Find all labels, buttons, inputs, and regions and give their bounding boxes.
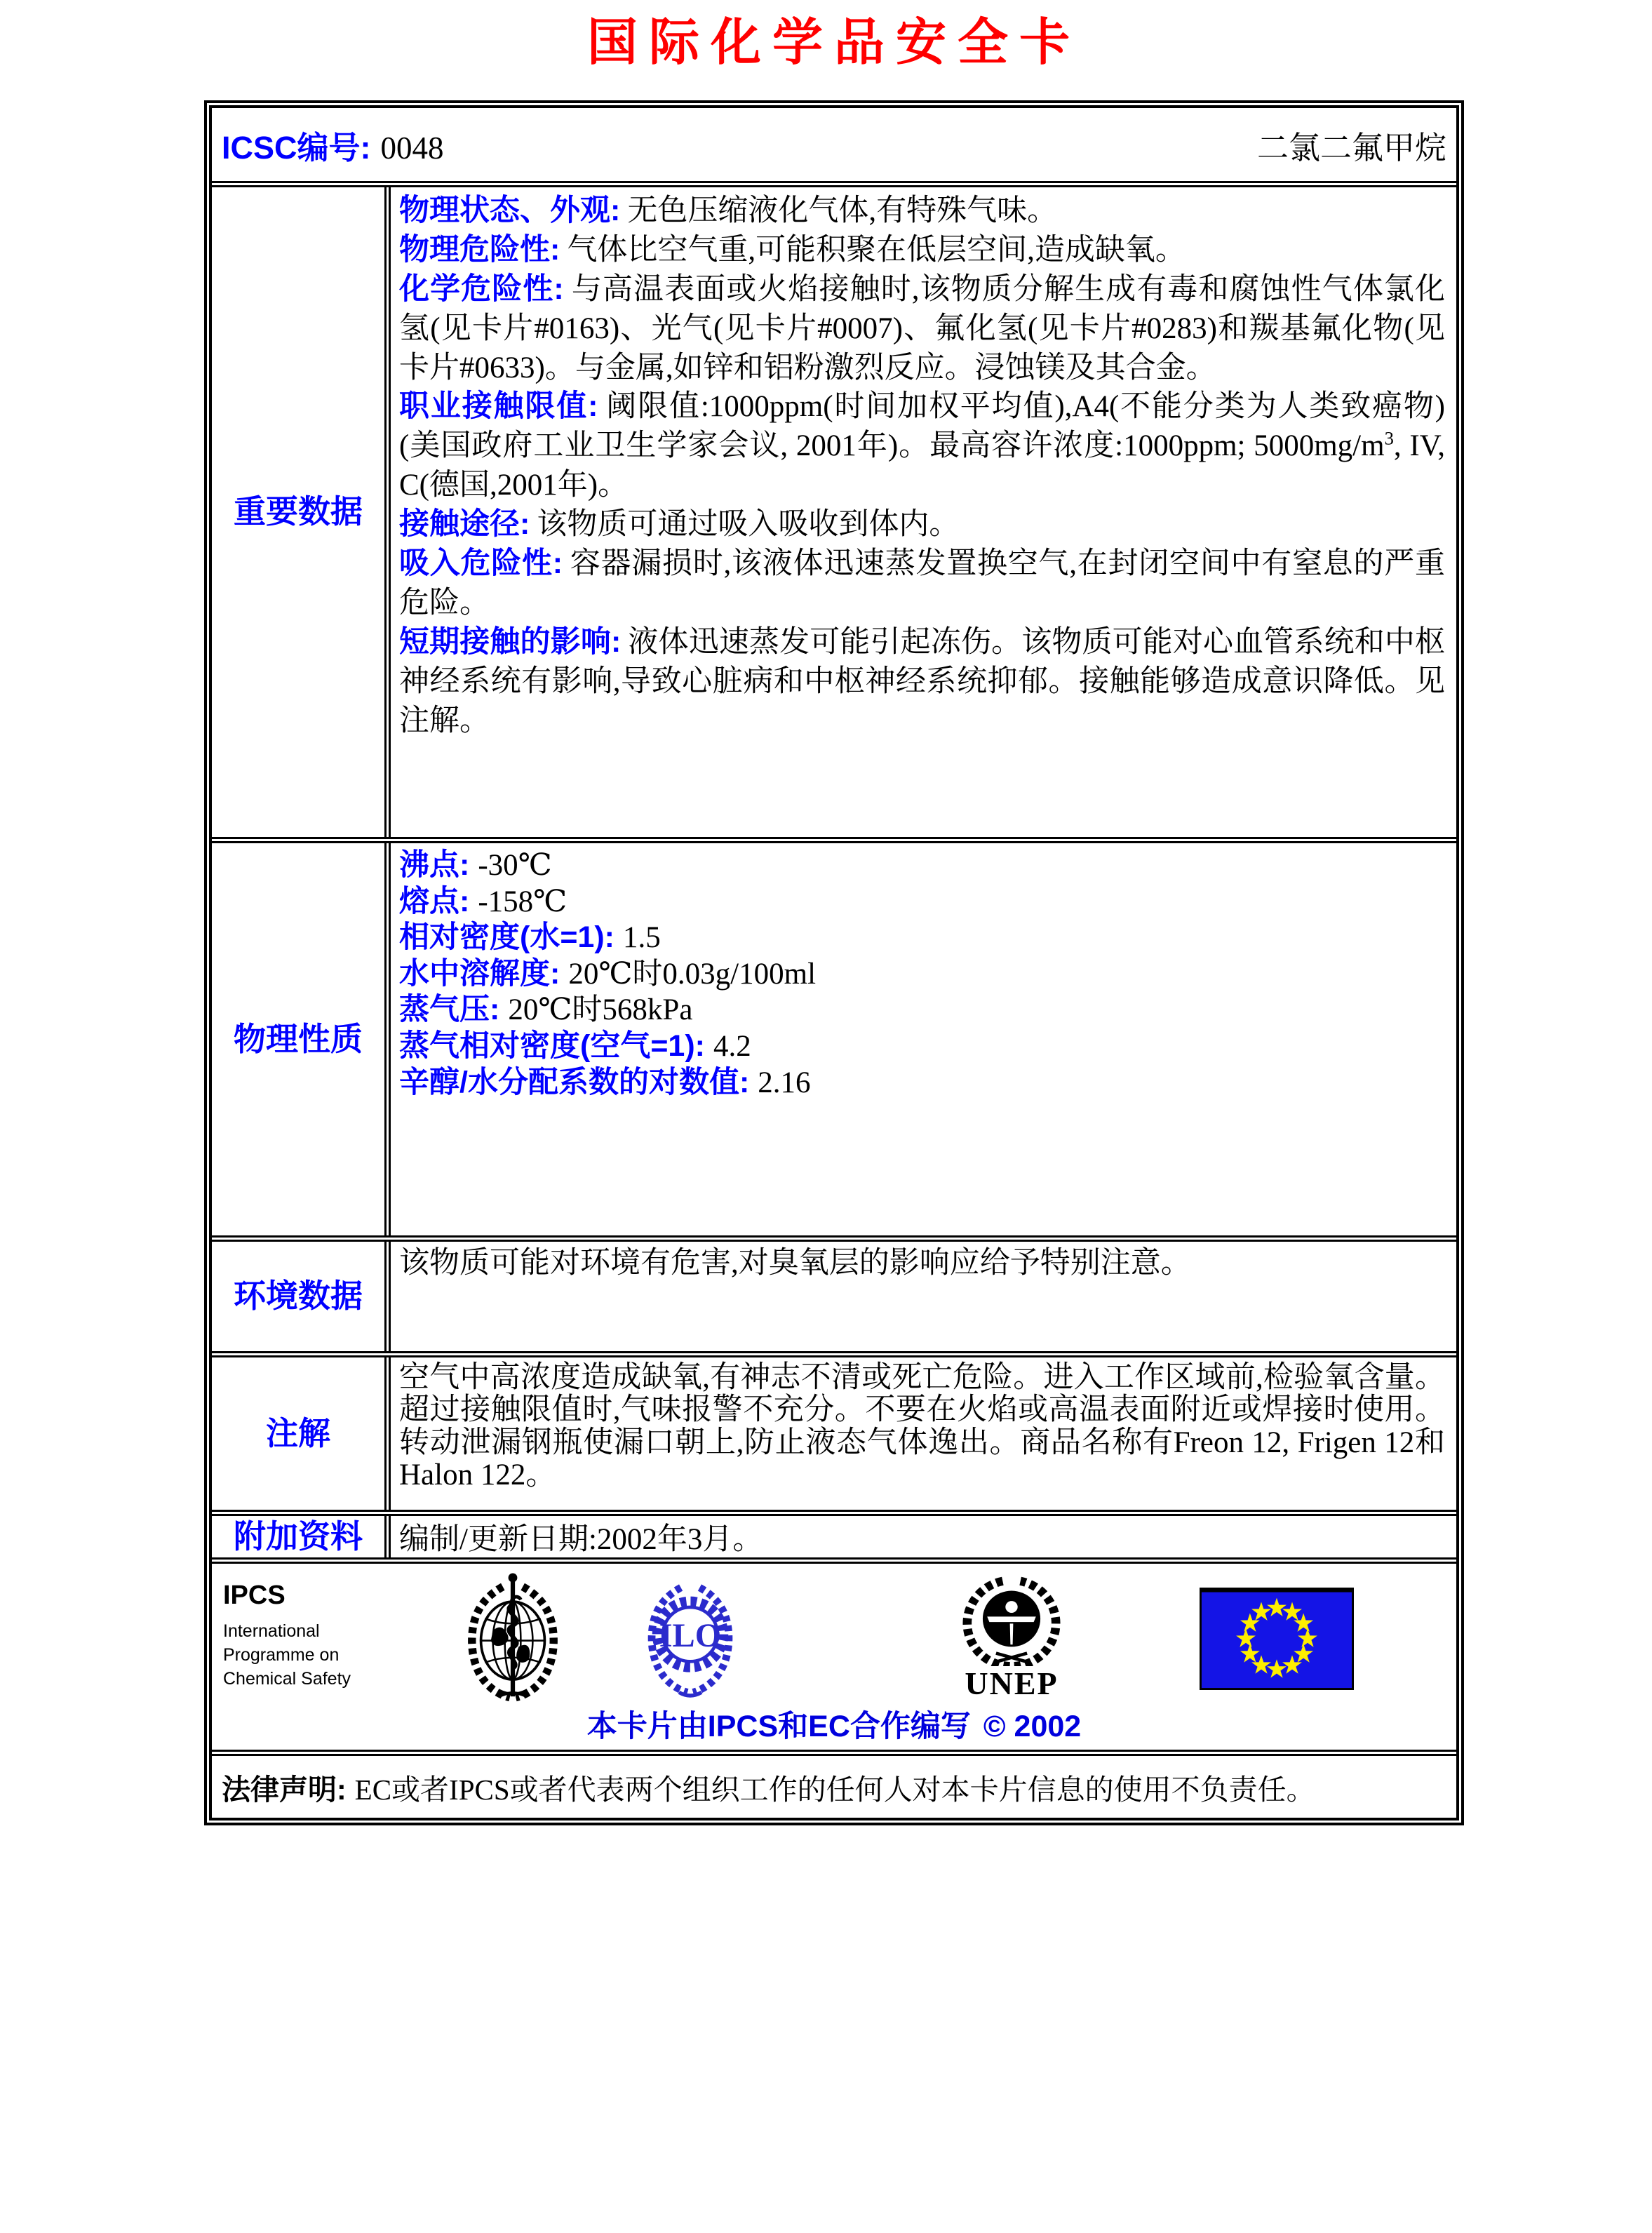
notes-content bbox=[391, 1357, 1456, 1510]
field-text: 无色压缩液化气体,有特殊气味。 bbox=[627, 194, 1058, 227]
field-text: 气体比空气重,可能积聚在低层空间,造成缺氧。 bbox=[567, 233, 1186, 267]
section-label-physical-properties: 物理性质 bbox=[212, 843, 391, 1235]
card-header-row bbox=[212, 108, 1456, 181]
property-row bbox=[399, 1065, 1445, 1101]
property-value: 20℃时0.03g/100ml bbox=[568, 957, 817, 991]
additional-info-content bbox=[391, 1516, 1456, 1557]
additional-info-text: 编制/更新日期:2002年3月。 bbox=[399, 1523, 763, 1556]
property-label: 辛醇/水分配系数的对数值: bbox=[399, 1065, 750, 1099]
section-notes bbox=[212, 1351, 1456, 1510]
field-label: 吸入危险性: bbox=[399, 546, 563, 581]
unep-logo-block bbox=[954, 1574, 1069, 1700]
property-label: 熔点: bbox=[399, 884, 470, 918]
ipcs-subtitle-line: Chemical Safety bbox=[223, 1668, 351, 1689]
cooperation-caption bbox=[212, 1703, 1456, 1745]
section-important-data bbox=[212, 181, 1456, 837]
field-text: 容器漏损时,该液体迅速蒸发置换空气,在封闭空间中有窒息的严重危险。 bbox=[399, 547, 1445, 619]
legal-notice-text: EC或者IPCS或者代表两个组织工作的任何人对本卡片信息的使用不负责任。 bbox=[354, 1773, 1315, 1806]
important-data-item bbox=[399, 270, 1445, 388]
field-label: 物理状态、外观: bbox=[399, 194, 621, 227]
property-value: 2.16 bbox=[758, 1066, 811, 1099]
section-environmental-data bbox=[212, 1235, 1456, 1351]
field-label: 职业接触限值: bbox=[399, 389, 598, 424]
ipcs-subtitle-line: Programme on bbox=[223, 1644, 340, 1665]
ilo-logo-text: ILO bbox=[659, 1617, 722, 1654]
section-physical-properties bbox=[212, 837, 1456, 1235]
property-value: 20℃时568kPa bbox=[508, 993, 693, 1027]
property-label: 蒸气相对密度(空气=1): bbox=[399, 1028, 705, 1063]
property-value: 4.2 bbox=[713, 1029, 751, 1063]
important-data-item bbox=[399, 623, 1445, 741]
property-value: -158℃ bbox=[478, 885, 568, 918]
page-title: 国际化学品安全卡 bbox=[586, 15, 1081, 71]
icsc-number-value: 0048 bbox=[380, 130, 444, 166]
property-row bbox=[399, 956, 1445, 993]
property-row bbox=[399, 847, 1445, 884]
property-row bbox=[399, 1028, 1445, 1065]
environmental-data-text: 该物质可能对环境有危害,对臭氧层的影响应给予特别注意。 bbox=[399, 1247, 1191, 1280]
ipcs-subtitle-line: International bbox=[223, 1621, 320, 1641]
superscript: 3 bbox=[1384, 428, 1394, 450]
environmental-data-content bbox=[391, 1242, 1456, 1351]
important-data-item bbox=[399, 231, 1445, 270]
icsc-number-label: ICSC编号: bbox=[222, 129, 371, 166]
field-text: 该物质可通过吸入吸收到体内。 bbox=[537, 508, 960, 542]
ipcs-text-block bbox=[223, 1582, 351, 1691]
property-value: 1.5 bbox=[622, 921, 661, 955]
physical-properties-content bbox=[391, 843, 1456, 1235]
field-text-2: , IV, C(德国,2001年)。 bbox=[399, 429, 1445, 502]
icsc-number-group bbox=[222, 122, 444, 168]
eu-flag-icon bbox=[1200, 1588, 1354, 1690]
property-value: -30℃ bbox=[478, 849, 552, 882]
section-label-important-data: 重要数据 bbox=[212, 187, 391, 837]
property-label: 沸点: bbox=[399, 848, 470, 882]
important-data-item bbox=[399, 544, 1445, 623]
legal-notice-label: 法律声明: bbox=[222, 1773, 347, 1806]
field-label: 化学危险性: bbox=[399, 271, 564, 306]
field-label: 接触途径: bbox=[399, 507, 530, 542]
property-row bbox=[399, 992, 1445, 1028]
field-text: 阈限值:1000ppm(时间加权平均值),A4(不能分类为人类致癌物)(美国政府工业卫生学家会议, 2001年)。最高容许浓度:1000ppm; 5000mg/m bbox=[399, 390, 1445, 463]
section-label-environmental-data: 环境数据 bbox=[212, 1242, 391, 1351]
important-data-item bbox=[399, 192, 1445, 231]
ipcs-title: IPCS bbox=[223, 1581, 286, 1610]
chemical-name: 二氯二氟甲烷 bbox=[1256, 130, 1446, 166]
ilo-logo-icon bbox=[643, 1576, 737, 1700]
property-row bbox=[399, 884, 1445, 920]
section-additional-info bbox=[212, 1510, 1456, 1557]
icsc-card-table bbox=[204, 100, 1464, 1825]
field-text: 液体迅速蒸发可能引起冻伤。该物质可能对心血管系统和中枢神经系统有影响,导致心脏病和中枢神经系统抑郁。接触能够造成意识降低。见注解。 bbox=[399, 625, 1445, 737]
unep-logo-icon bbox=[956, 1574, 1067, 1666]
field-label: 物理危险性: bbox=[399, 232, 560, 267]
property-label: 蒸气压: bbox=[399, 993, 500, 1027]
section-label-additional-info: 附加资料 bbox=[212, 1516, 391, 1557]
legal-notice-row bbox=[212, 1750, 1456, 1818]
field-text: 与高温表面或火焰接触时,该物质分解生成有毒和腐蚀性气体氯化氢(见卡片#0163)、光气(见卡片#0007)、氟化氢(见卡片#0283)和羰基氟化物(见卡片#0633)。与金属,如锌和铝粉激烈反应。浸蚀镁及其合金。 bbox=[399, 272, 1445, 384]
who-logo-icon bbox=[463, 1571, 563, 1705]
property-row bbox=[399, 920, 1445, 956]
unep-logo-text: UNEP bbox=[965, 1665, 1059, 1701]
property-label: 水中溶解度: bbox=[399, 956, 560, 991]
notes-text: 空气中高浓度造成缺氧,有神志不清或死亡危险。进入工作区域前,检验氧含量。超过接触限值时,气味报警不充分。不要在火焰或高温表面附近或焊接时使用。转动泄漏钢瓶使漏口朝上,防止液态气体逸出。商品名称有Freon 12, Frigen 12和 Halon 122。 bbox=[399, 1361, 1445, 1492]
important-data-content bbox=[391, 187, 1456, 837]
field-label: 短期接触的影响: bbox=[399, 624, 622, 659]
important-data-item bbox=[399, 387, 1445, 505]
copyright-text: © 2002 bbox=[983, 1710, 1082, 1743]
property-label: 相对密度(水=1): bbox=[399, 920, 615, 955]
section-label-notes: 注解 bbox=[212, 1357, 391, 1510]
important-data-item bbox=[399, 505, 1445, 544]
logos-row bbox=[212, 1557, 1456, 1750]
cooperation-caption-text: 本卡片由IPCS和EC合作编写 bbox=[586, 1710, 971, 1743]
